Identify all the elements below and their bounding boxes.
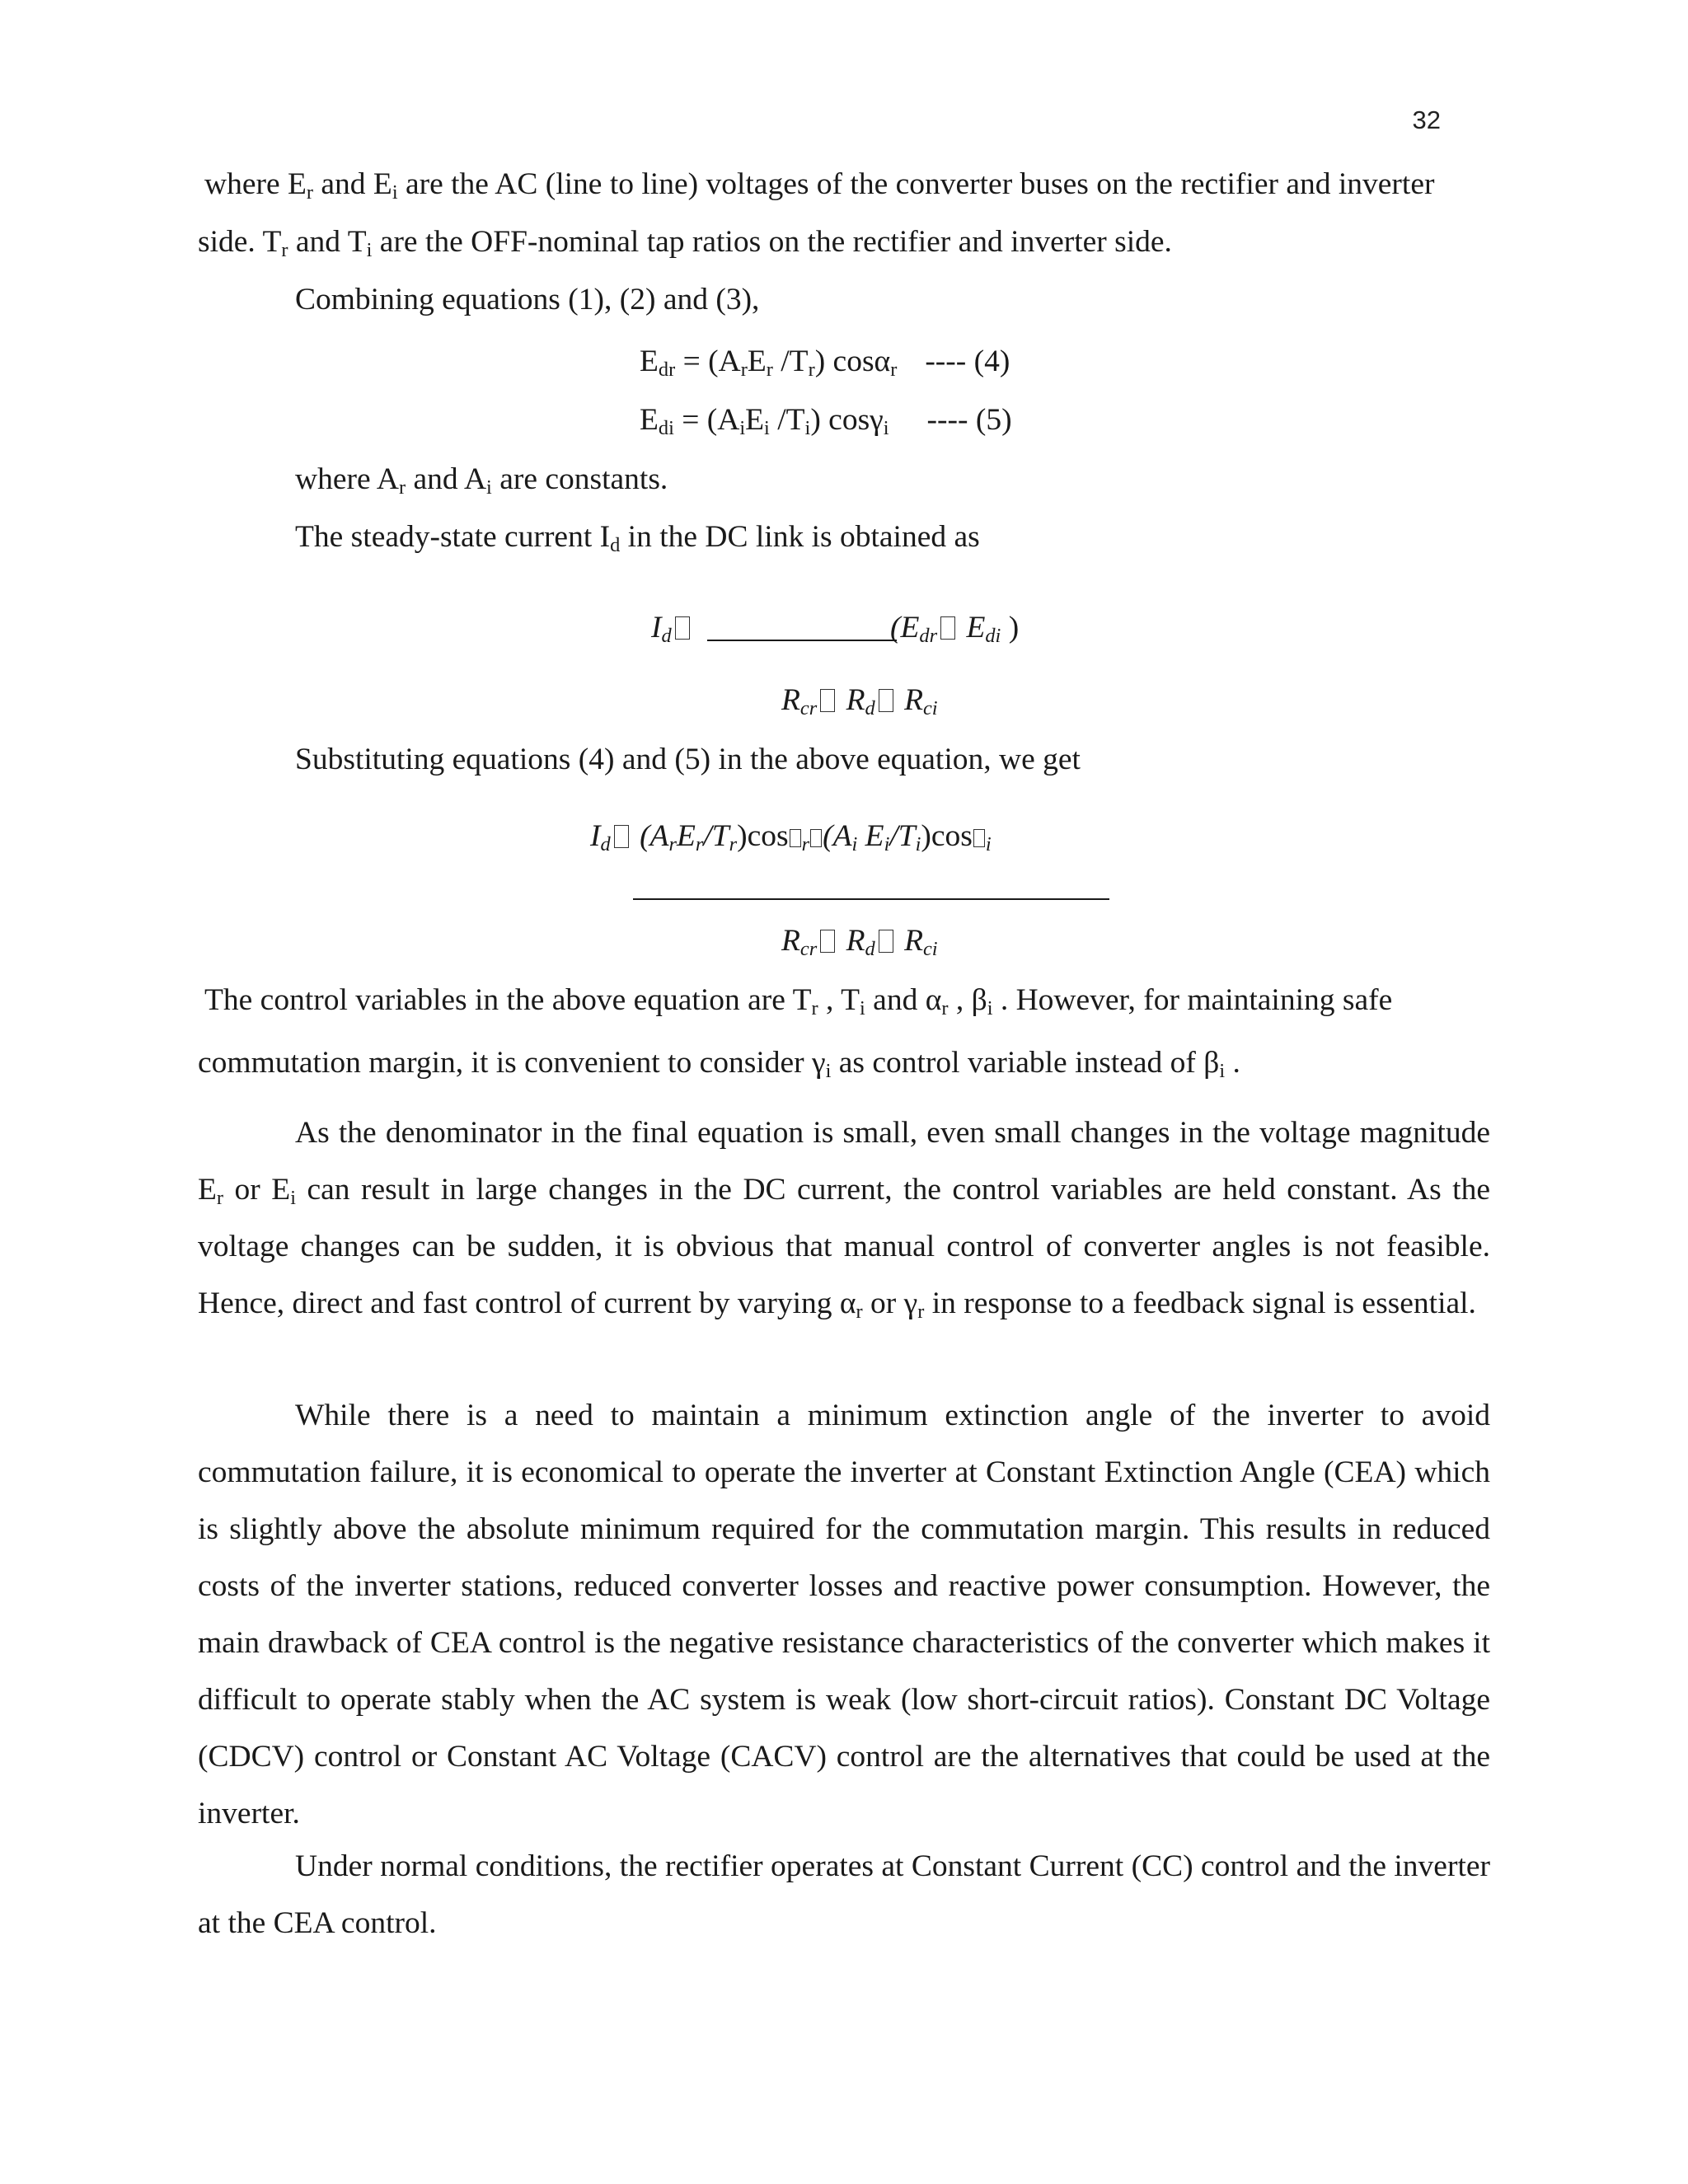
paragraph-cea: While there is a need to maintain a minimum extinction angle of the inverter to avoid commutation failure, it is economical to operate the inverter at Constant Extinction Angle (CEA) which is slightly above the absolute minimum required for the commutation margin. This results in reduced costs of the inverter stations, reduced converter losses and reactive power consumption. However, the main drawback of CEA control is the negative resistance characteristics of the converter which makes it difficult to operate stably when the AC system is weak (low short-circuit ratios). Constant DC Voltage (CDCV) control or Constant AC Voltage (CACV) control are the alternatives that could be used at the inverter. bbox=[198, 1399, 1490, 1830]
missing-glyph-box bbox=[614, 825, 629, 848]
equation-7-numerator: $I_d$ $(A_rE_r/T_r)\cos$ $_r$ ($A_i$ $E_i/T_i)\cos$ $_i$ bbox=[590, 819, 992, 856]
steady-state-text: The steady-state current $I_d$ in the DC link is obtained as bbox=[295, 520, 980, 557]
para1-line2: side. $T_r$ and $T_i$ are the OFF-nominal tap ratios on the rectifier and inverter side. bbox=[198, 225, 1172, 262]
equation-7-bar bbox=[633, 898, 1109, 900]
equation-6-denominator: $R_{cr}$ $R_d$ $R_{ci}$ bbox=[781, 683, 938, 720]
missing-glyph-box bbox=[675, 616, 690, 640]
control-vars-line1: The control variables in the above equation are $T_r$ , $T_i$ and $\alpha_r$ , $\beta_i$ . However, for maintaining safe bbox=[204, 983, 1393, 1020]
equation-7-denominator: $R_{cr}$ $R_d$ $R_{ci}$ bbox=[781, 924, 938, 961]
para1-line1: where $E_r$ and $E_i$ are the AC (line to line) voltages of the converter buses on the rectifier and inverter bbox=[204, 167, 1435, 204]
substituting-text: Substituting equations (4) and (5) in the above equation, we get bbox=[295, 743, 1081, 776]
equation-6-lhs: $I_d$ bbox=[651, 610, 693, 645]
missing-glyph-box bbox=[820, 689, 835, 712]
missing-glyph-box bbox=[879, 689, 893, 712]
paragraph-normal-conditions: Under normal conditions, the rectifier operates at Constant Current (CC) control and the inverter at the CEA control. bbox=[198, 1849, 1490, 1940]
where-constants: where $A_r$ and $A_i$ are constants. bbox=[295, 462, 668, 499]
equation-5: $E_{di} = (A_iE_i$ $/T_i$) cosγ$_i$ ---- (5) bbox=[640, 403, 1012, 440]
page-number: 32 bbox=[1412, 105, 1441, 134]
equation-4: $E_{dr} = (A_rE_r$ $/T_r$) cosα$_r$ ---- (4) bbox=[640, 344, 1010, 382]
missing-glyph-box bbox=[790, 829, 801, 847]
missing-glyph-box bbox=[879, 930, 893, 953]
paragraph-denominator: As the denominator in the final equation is small, even small changes in the voltage magnitude $E_r$ or $E_i$ can result in large changes in the DC current, the control variables are held constant. As the voltage changes can be sudden, it is obvious that manual control of converter angles is not feasible. Hence, direct and fast control of current by varying $\alpha_r$ or $\gamma_r$ in response to a feedback signal is essential. bbox=[198, 1116, 1490, 1324]
equation-5-tag: ---- (5) bbox=[926, 403, 1012, 437]
combining-text: Combining equations (1), (2) and (3), bbox=[295, 283, 760, 316]
missing-glyph-box bbox=[973, 829, 985, 847]
equation-6-numerator: ($E_{dr}$ $E_{di}$ ) bbox=[890, 611, 1020, 648]
missing-glyph-box bbox=[820, 930, 835, 953]
missing-glyph-box bbox=[810, 829, 822, 847]
missing-glyph-box bbox=[940, 616, 955, 640]
equation-4-tag: ---- (4) bbox=[925, 344, 1010, 378]
equation-6-bar bbox=[707, 640, 897, 641]
control-vars-line2: commutation margin, it is convenient to consider $\gamma_i$ as control variable instead of $\beta_i$ . bbox=[198, 1046, 1240, 1083]
